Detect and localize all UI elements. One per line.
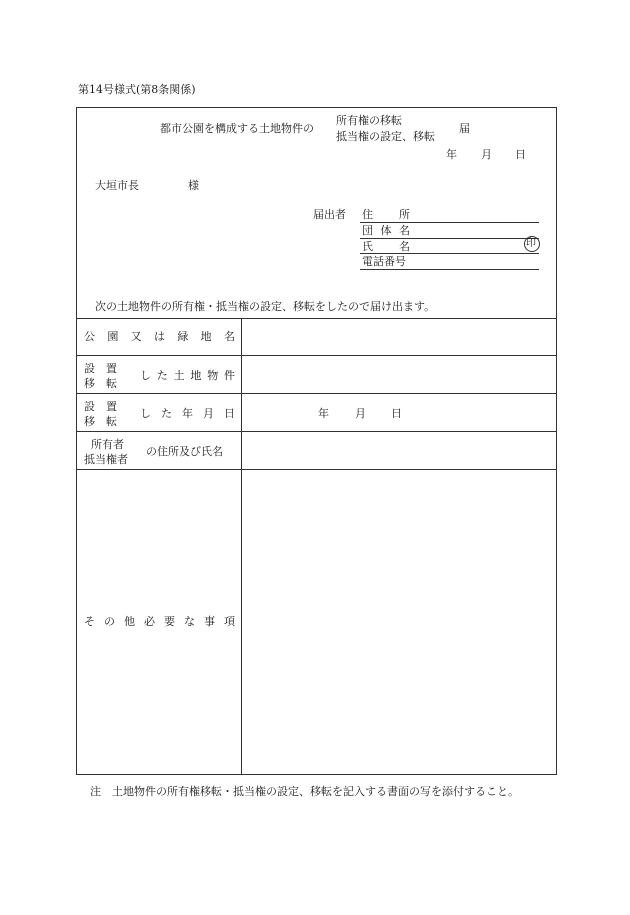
row-date-moved: 移 転 bbox=[84, 415, 117, 428]
row-date-installed: 設 置 bbox=[84, 400, 117, 413]
row-park-name-label: 公 園 又 は 緑 地 名 bbox=[84, 330, 235, 343]
row-date-label: し た 年 月 日 bbox=[140, 407, 235, 420]
row-property-label: し た 土 地 物 件 bbox=[140, 369, 235, 382]
row-owner-suffix: の住所及び氏名 bbox=[146, 445, 223, 458]
phone-label: 電話番号 bbox=[362, 255, 406, 268]
title-prefix: 都市公園を構成する土地物件の bbox=[160, 122, 314, 135]
row-divider-4 bbox=[76, 469, 557, 470]
footnote: 注 土地物件の所有権移転・抵当権の設定、移転を記入する書面の写を添付すること。 bbox=[90, 785, 519, 798]
addressee-honorific: 様 bbox=[188, 179, 199, 192]
column-divider bbox=[241, 318, 242, 775]
frame-bottom bbox=[76, 774, 557, 775]
title-option-ownership: 所有権の移転 bbox=[336, 114, 402, 127]
row-divider-2 bbox=[76, 393, 557, 394]
row-date-month: 月 bbox=[355, 407, 366, 420]
person-name-underline bbox=[360, 253, 539, 254]
row-date-day: 日 bbox=[391, 407, 402, 420]
row-property-moved: 移 転 bbox=[84, 377, 117, 390]
row-mortgagee-label: 抵当権者 bbox=[84, 453, 128, 466]
address-underline bbox=[360, 222, 539, 223]
form-number: 第14号様式(第8条関係) bbox=[78, 83, 196, 96]
frame-left bbox=[76, 107, 77, 775]
frame-right bbox=[556, 107, 557, 775]
row-divider-1 bbox=[76, 355, 557, 356]
org-name-label: 団 体 名 bbox=[362, 224, 410, 237]
date-day: 日 bbox=[515, 148, 526, 161]
statement: 次の土地物件の所有権・抵当権の設定、移転をしたので届け出ます。 bbox=[95, 300, 436, 313]
phone-underline bbox=[360, 269, 539, 270]
person-name-label: 氏 名 bbox=[362, 240, 410, 253]
date-month: 月 bbox=[481, 148, 492, 161]
address-label: 住 所 bbox=[362, 208, 410, 221]
row-date-year: 年 bbox=[318, 407, 329, 420]
date-year: 年 bbox=[446, 148, 457, 161]
row-divider-3 bbox=[76, 431, 557, 432]
title-suffix: 届 bbox=[459, 122, 470, 135]
table-top-line bbox=[76, 318, 557, 319]
row-owner-label: 所有者 bbox=[91, 438, 124, 451]
row-property-installed: 設 置 bbox=[84, 362, 117, 375]
org-name-underline bbox=[360, 238, 539, 239]
addressee-name: 大垣市長 bbox=[95, 179, 139, 192]
frame-top bbox=[76, 107, 557, 108]
row-other-label: そ の 他 必 要 な 事 項 bbox=[84, 615, 235, 628]
seal-mark: 印 bbox=[526, 238, 536, 249]
notifier-label: 届出者 bbox=[313, 208, 346, 221]
seal-circle-icon bbox=[524, 236, 540, 252]
title-option-mortgage: 抵当権の設定、移転 bbox=[336, 130, 435, 143]
